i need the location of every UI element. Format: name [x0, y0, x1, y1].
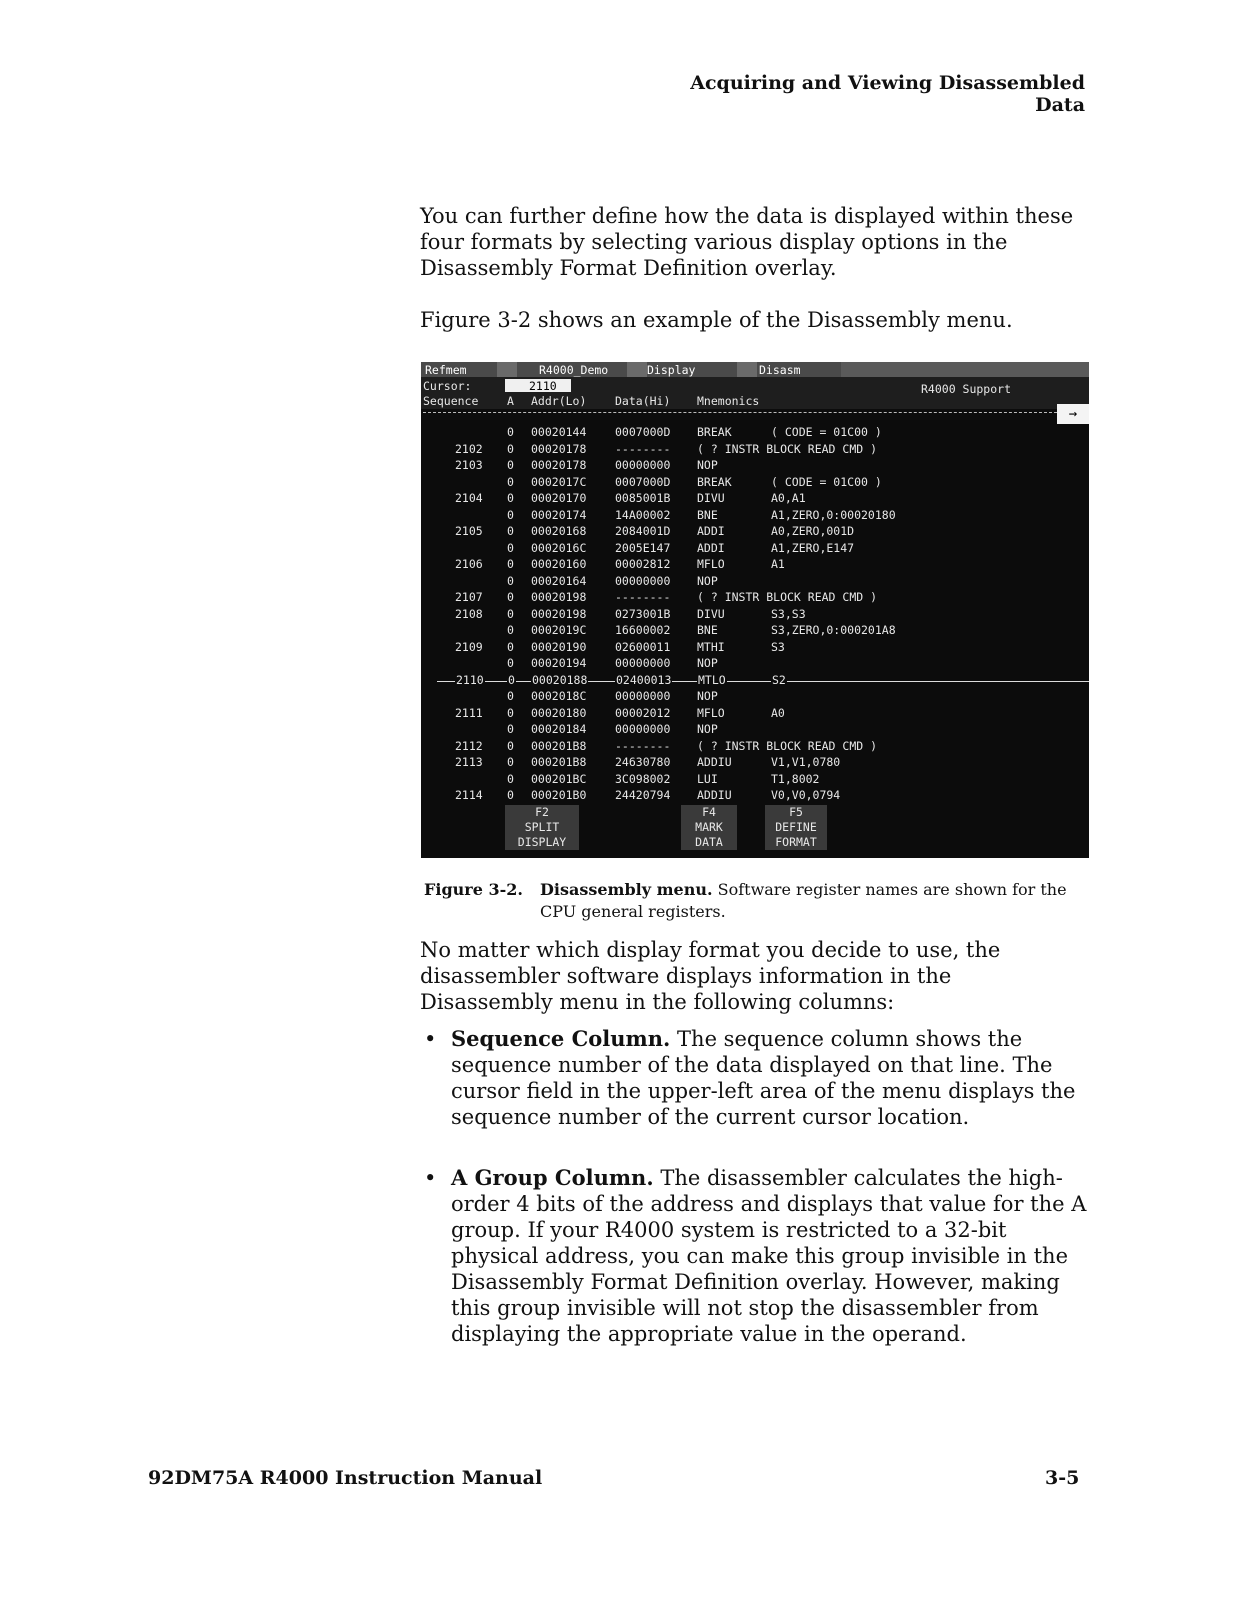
bullet-sequence-column	[420, 1026, 1090, 1130]
f2-line1: SPLIT	[524, 820, 560, 834]
f4-line2: DATA	[695, 835, 723, 849]
operand-cell: S3,S3	[771, 606, 806, 621]
data-cell: 00000000	[615, 656, 671, 670]
f2-split-display-key[interactable]	[505, 805, 579, 850]
footer-manual-title: 92DM75A R4000 Instruction Manual	[148, 1467, 543, 1489]
data-cell: 0273001B	[615, 606, 671, 621]
table-row[interactable]	[421, 541, 1089, 557]
support-label: R4000 Support	[921, 382, 1012, 396]
intro-paragraph: You can further define how the data is displayed within these four formats by selecting various display options in the Disassembly Format Definition overlay.	[420, 204, 1074, 280]
address-cell: 000201BC	[531, 771, 587, 786]
data-cell: 00002012	[615, 705, 671, 720]
table-row[interactable]	[421, 458, 1089, 474]
operand-cell: V1,V1,0780	[771, 755, 841, 769]
mnemonic-cell: ( ? INSTR BLOCK READ CMD )	[697, 441, 878, 456]
menu-r4000-demo[interactable]: R4000_Demo	[539, 363, 609, 377]
data-cell: 0007000D	[615, 474, 671, 489]
address-cell: 00020164	[531, 573, 587, 588]
sequence-cell: 2109	[455, 639, 483, 654]
operand-cell: ( CODE = 01C00 )	[771, 425, 882, 439]
a-group-cell: 0	[507, 540, 514, 555]
f4-line1: MARK	[695, 820, 723, 834]
f5-key-label: F5	[789, 805, 803, 819]
operand-cell: A1,ZERO,E147	[771, 540, 855, 555]
operand-cell: A1	[771, 557, 785, 571]
data-cell: 2084001D	[615, 524, 671, 538]
a-group-cell: 0	[507, 441, 514, 456]
column-header-mnemonics: Mnemonics	[697, 394, 760, 408]
mnemonic-cell: BNE	[697, 623, 718, 637]
mnemonic-cell: BREAK	[697, 425, 732, 439]
data-cell: 02400013	[616, 672, 672, 687]
figure-reference-paragraph: Figure 3-2 shows an example of the Disassembly menu.	[420, 308, 1013, 332]
mnemonic-cell: ADDIU	[697, 755, 732, 769]
f4-mark-data-key[interactable]	[681, 805, 737, 850]
footer-page-number: 3-5	[1045, 1467, 1080, 1489]
mnemonic-cell: NOP	[697, 573, 718, 588]
mnemonic-cell: ADDI	[697, 524, 725, 538]
table-row[interactable]	[421, 623, 1089, 639]
sequence-cell: 2103	[455, 458, 483, 472]
table-row[interactable]	[421, 772, 1089, 788]
a-group-cell: 0	[507, 639, 514, 654]
table-row[interactable]	[421, 640, 1089, 656]
column-header-data: Data(Hi)	[615, 394, 671, 408]
data-cell: --------	[615, 441, 671, 456]
sequence-cell: 2111	[455, 705, 483, 720]
address-cell: 00020170	[531, 491, 587, 505]
address-cell: 00020190	[531, 639, 587, 654]
operand-cell: A0	[771, 705, 785, 720]
mnemonic-cell: DIVU	[697, 491, 725, 505]
mnemonic-cell: MFLO	[697, 557, 725, 571]
operand-cell: A0,A1	[771, 491, 806, 505]
mnemonic-cell: ADDI	[697, 540, 725, 555]
menu-disasm[interactable]: Disasm	[759, 363, 801, 377]
a-group-cell: 0	[507, 788, 514, 802]
sequence-cell: 2110	[456, 672, 484, 687]
function-key-bar	[421, 805, 1089, 858]
table-row[interactable]	[421, 557, 1089, 573]
a-group-cell: 0	[507, 573, 514, 588]
column-header-sequence: Sequence	[423, 394, 479, 408]
operand-cell: S3	[771, 639, 785, 654]
address-cell: 000201B8	[531, 755, 587, 769]
mnemonic-cell: ( ? INSTR BLOCK READ CMD )	[697, 590, 878, 604]
operand-cell: A1,ZERO,0:00020180	[771, 507, 896, 522]
table-row[interactable]	[421, 607, 1089, 623]
scroll-right-arrow-icon[interactable]: →	[1057, 404, 1089, 424]
a-group-cell: 0	[507, 738, 514, 753]
table-row[interactable]	[421, 706, 1089, 722]
mnemonic-cell: NOP	[697, 458, 718, 472]
address-cell: 00020144	[531, 425, 587, 439]
bullet-icon: •	[424, 1166, 437, 1190]
f5-define-format-key[interactable]	[765, 805, 827, 850]
table-row[interactable]	[421, 442, 1089, 458]
a-group-cell: 0	[507, 755, 514, 769]
operand-cell: S2	[772, 672, 786, 687]
data-cell: 2005E147	[615, 540, 671, 555]
address-cell: 00020168	[531, 524, 587, 538]
a-group-cell: 0	[507, 458, 514, 472]
operand-cell: A0,ZERO,001D	[771, 524, 855, 538]
data-cell: 02600011	[615, 639, 671, 654]
bullet-term: Sequence Column.	[451, 1026, 671, 1051]
sequence-cell: 2105	[455, 524, 483, 538]
f5-line1: DEFINE	[775, 820, 817, 834]
a-group-cell: 0	[507, 425, 514, 439]
address-cell: 00020188	[532, 672, 588, 687]
address-cell: 00020194	[531, 656, 587, 670]
a-group-cell: 0	[508, 672, 515, 687]
data-cell: --------	[615, 738, 671, 753]
data-cell: 16600002	[615, 623, 671, 637]
mnemonic-cell: NOP	[697, 689, 718, 703]
mnemonic-cell: BREAK	[697, 474, 732, 489]
table-row[interactable]	[421, 425, 1089, 441]
data-cell: 00000000	[615, 573, 671, 588]
table-row[interactable]	[421, 656, 1089, 672]
mnemonic-cell: MFLO	[697, 705, 725, 720]
address-cell: 00020178	[531, 458, 587, 472]
cursor-field[interactable]: 2110	[505, 379, 571, 392]
data-cell: 0085001B	[615, 491, 671, 505]
table-row[interactable]	[421, 524, 1089, 540]
address-cell: 00020160	[531, 557, 587, 571]
f2-line2: DISPLAY	[517, 835, 567, 849]
mnemonic-cell: MTLO	[698, 672, 726, 687]
bullet-text: The sequence column shows the sequence number of the data displayed on that line. The cursor field in the upper-left area of the menu displays the sequence number of the current cursor location.	[451, 1027, 1076, 1129]
menu-refmem[interactable]: Refmem	[425, 363, 467, 377]
sequence-cell: 2106	[455, 557, 483, 571]
address-cell: 00020180	[531, 705, 587, 720]
f2-key-label: F2	[535, 805, 549, 819]
menu-display[interactable]: Display	[647, 363, 696, 377]
operand-cell: S3,ZERO,0:000201A8	[771, 623, 896, 637]
table-row[interactable]	[421, 475, 1089, 491]
sequence-cell: 2107	[455, 590, 483, 604]
cursor-label: Cursor:	[423, 379, 472, 393]
bullet-text: The disassembler calculates the high-order 4 bits of the address and displays that value for the A group. If your R4000 system is restricted to a 32-bit physical address, you can make this group invisible in the Disassembly Format Definition overlay. However, making this group invisible will not stop the disassembler from displaying the appropriate value in the operand.	[451, 1166, 1087, 1346]
table-row[interactable]	[421, 574, 1089, 590]
a-group-cell: 0	[507, 623, 514, 637]
table-row[interactable]	[421, 788, 1089, 804]
data-cell: 00000000	[615, 722, 671, 736]
table-row[interactable]	[421, 590, 1089, 606]
table-row[interactable]	[421, 739, 1089, 755]
info-bar	[421, 377, 1089, 409]
menu-bar	[421, 362, 1089, 377]
table-row[interactable]	[421, 673, 1089, 689]
column-description-list	[420, 1026, 1090, 1347]
table-row[interactable]	[421, 508, 1089, 524]
data-cell: 24420794	[615, 788, 671, 802]
address-cell: 0002016C	[531, 540, 587, 555]
data-cell: 24630780	[615, 755, 671, 769]
mnemonic-cell: LUI	[697, 771, 718, 786]
column-header-a: A	[507, 394, 514, 408]
address-cell: 000201B0	[531, 788, 587, 802]
mnemonic-cell: MTHI	[697, 639, 725, 654]
operand-cell: ( CODE = 01C00 )	[771, 474, 882, 489]
address-cell: 00020184	[531, 722, 587, 736]
sequence-cell: 2102	[455, 441, 483, 456]
operand-cell: V0,V0,0794	[771, 788, 841, 802]
sequence-cell: 2112	[455, 738, 483, 753]
sequence-cell: 2108	[455, 606, 483, 621]
mnemonic-cell: ADDIU	[697, 788, 732, 802]
f5-line2: FORMAT	[775, 835, 817, 849]
a-group-cell: 0	[507, 507, 514, 522]
a-group-cell: 0	[507, 656, 514, 670]
disassembly-menu-screen	[421, 362, 1089, 858]
table-row[interactable]	[421, 755, 1089, 771]
a-group-cell: 0	[507, 722, 514, 736]
data-cell: 3C098002	[615, 771, 671, 786]
address-cell: 00020198	[531, 590, 587, 604]
sequence-cell: 2113	[455, 755, 483, 769]
bullet-icon: •	[424, 1027, 437, 1051]
running-header: Acquiring and Viewing Disassembled Data	[690, 72, 1085, 116]
figure-number: Figure 3-2.	[424, 880, 523, 899]
mnemonic-cell: DIVU	[697, 606, 725, 621]
a-group-cell: 0	[507, 689, 514, 703]
data-cell: --------	[615, 590, 671, 604]
column-header-addr: Addr(Lo)	[531, 394, 587, 408]
sequence-cell: 2114	[455, 788, 483, 802]
mnemonic-cell: NOP	[697, 722, 718, 736]
a-group-cell: 0	[507, 524, 514, 538]
a-group-cell: 0	[507, 606, 514, 621]
a-group-cell: 0	[507, 771, 514, 786]
table-row[interactable]	[421, 689, 1089, 705]
address-cell: 0002019C	[531, 623, 587, 637]
address-cell: 0002017C	[531, 474, 587, 489]
mnemonic-cell: ( ? INSTR BLOCK READ CMD )	[697, 738, 878, 753]
data-cell: 0007000D	[615, 425, 671, 439]
data-cell: 14A00002	[615, 507, 671, 522]
a-group-cell: 0	[507, 474, 514, 489]
data-cell: 00002812	[615, 557, 671, 571]
address-cell: 00020198	[531, 606, 587, 621]
table-row[interactable]	[421, 491, 1089, 507]
figure-caption-text: Software register names are shown for the CPU general registers.	[540, 880, 1067, 921]
data-cell: 00000000	[615, 689, 671, 703]
operand-cell: T1,8002	[771, 771, 820, 786]
bullet-term: A Group Column.	[451, 1165, 654, 1190]
a-group-cell: 0	[507, 557, 514, 571]
address-cell: 000201B8	[531, 738, 587, 753]
address-cell: 00020174	[531, 507, 587, 522]
a-group-cell: 0	[507, 491, 514, 505]
bullet-a-group-column	[420, 1165, 1090, 1347]
a-group-cell: 0	[507, 705, 514, 720]
columns-intro-paragraph: No matter which display format you decide to use, the disassembler software displays information in the Disassembly menu in the following columns:	[420, 938, 1001, 1014]
data-cell: 00000000	[615, 458, 671, 472]
table-row[interactable]	[421, 722, 1089, 738]
figure-title: Disassembly menu.	[540, 880, 713, 899]
address-cell: 00020178	[531, 441, 587, 456]
sequence-cell: 2104	[455, 491, 483, 505]
a-group-cell: 0	[507, 590, 514, 604]
f4-key-label: F4	[702, 805, 716, 819]
mnemonic-cell: NOP	[697, 656, 718, 670]
mnemonic-cell: BNE	[697, 507, 718, 522]
header-divider	[423, 412, 1057, 413]
address-cell: 0002018C	[531, 689, 587, 703]
